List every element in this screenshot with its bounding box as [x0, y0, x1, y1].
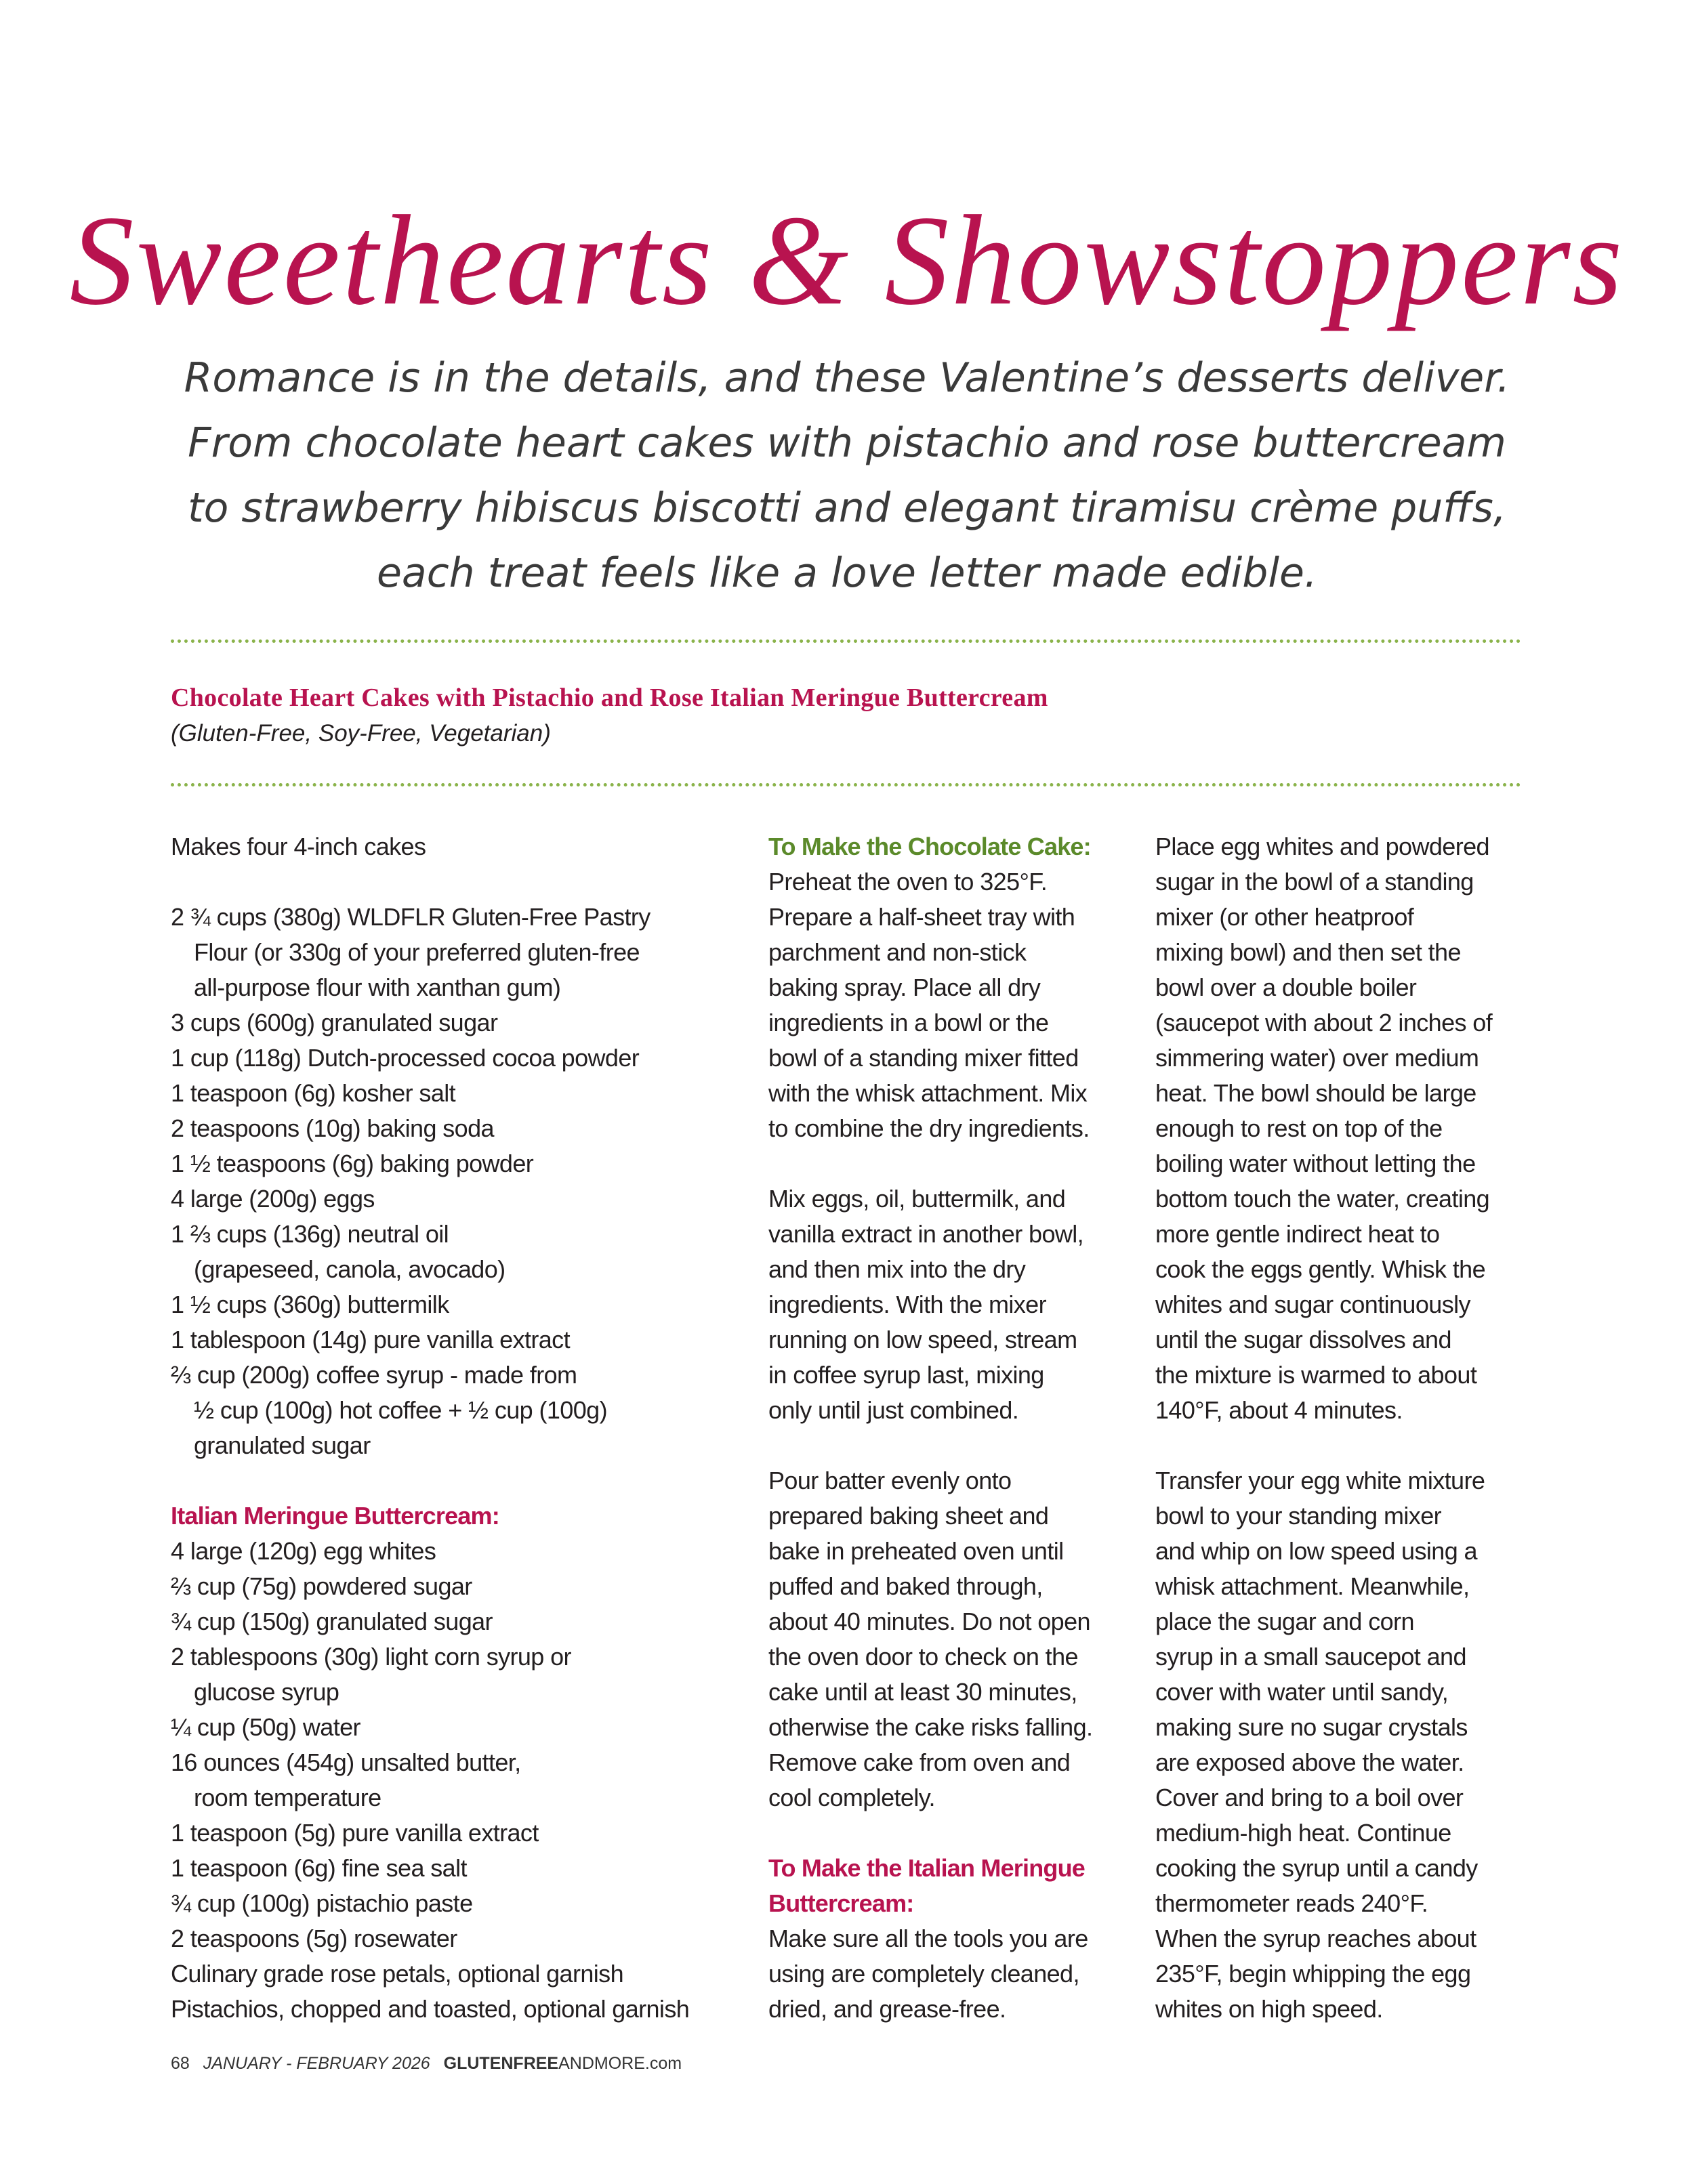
method-line: thermometer reads 240°F. [1155, 1889, 1428, 1917]
method-line: and whip on low speed using a [1155, 1537, 1477, 1565]
method-line: puffed and baked through, [768, 1572, 1043, 1600]
deck-line: to strawberry hibiscus biscotti and elegant tiramisu crème puffs, [188, 484, 1506, 532]
method-line: only until just combined. [768, 1396, 1019, 1424]
ingredient-line: all-purpose flour with xanthan gum) [194, 973, 561, 1001]
method-line: whisk attachment. Meanwhile, [1155, 1572, 1470, 1600]
method-line: making sure no sugar crystals [1155, 1713, 1468, 1741]
method-line: place the sugar and corn [1155, 1608, 1414, 1635]
ingredient-line: 2 teaspoons (5g) rosewater [171, 1925, 457, 1952]
method-line: the oven door to check on the [768, 1643, 1078, 1671]
ingredient-line: 4 large (120g) egg whites [171, 1537, 436, 1565]
method-line: Prepare a half-sheet tray with [768, 903, 1075, 931]
method-line: mixer (or other heatproof [1155, 903, 1414, 931]
ingredient-line: 1 ⅔ cups (136g) neutral oil [171, 1220, 449, 1248]
ingredient-line: 1 teaspoon (5g) pure vanilla extract [171, 1819, 539, 1847]
ingredient-line: glucose syrup [194, 1678, 339, 1706]
method-line: baking spray. Place all dry [768, 973, 1041, 1001]
ingredients-column [171, 829, 689, 2027]
ingredient-line: ¼ cup (50g) water [171, 1713, 360, 1741]
method-column-2 [1155, 829, 1492, 2027]
ingredient-line: 1 ½ cups (360g) buttermilk [171, 1290, 449, 1318]
method-line: cake until at least 30 minutes, [768, 1678, 1077, 1706]
method-line: boiling water without letting the [1155, 1150, 1476, 1177]
method-line: heat. The bowl should be large [1155, 1079, 1476, 1107]
method-line: whites on high speed. [1155, 1995, 1383, 2023]
method-line: cook the eggs gently. Whisk the [1155, 1255, 1485, 1283]
page-footer [171, 2054, 682, 2074]
method-line: sugar in the bowl of a standing [1155, 868, 1474, 896]
method-line: Pour batter evenly onto [768, 1467, 1012, 1494]
method-line: until the sugar dissolves and [1155, 1326, 1451, 1353]
method-line: bowl over a double boiler [1155, 973, 1417, 1001]
method-line: using are completely cleaned, [768, 1960, 1079, 1988]
method-line: bake in preheated oven until [768, 1537, 1064, 1565]
ingredient-line: 2 ¾ cups (380g) WLDFLR Gluten-Free Pastry [171, 903, 650, 931]
site-name-bold: GLUTENFREE [443, 2054, 559, 2073]
ingredient-line: 2 teaspoons (10g) baking soda [171, 1114, 494, 1142]
method-line: syrup in a small saucepot and [1155, 1643, 1466, 1671]
method-line: Preheat the oven to 325°F. [768, 868, 1048, 896]
page-title: Sweethearts & Showstoppers [69, 190, 1625, 332]
deck-intro [156, 345, 1538, 606]
recipe-title: Chocolate Heart Cakes with Pistachio and Rose Italian Meringue Buttercream [171, 684, 1048, 712]
method-line: medium-high heat. Continue [1155, 1819, 1451, 1847]
method-line: ingredients. With the mixer [768, 1290, 1046, 1318]
method-line: ingredients in a bowl or the [768, 1009, 1049, 1036]
method-line: Remove cake from oven and [768, 1748, 1071, 1776]
deck-line: Romance is in the details, and these Valentine’s desserts deliver. [184, 354, 1510, 402]
ingredient-line: 1 ½ teaspoons (6g) baking powder [171, 1150, 534, 1177]
ingredient-line: 1 tablespoon (14g) pure vanilla extract [171, 1326, 570, 1353]
divider-bottom [171, 783, 1521, 786]
page-number: 68 [171, 2054, 190, 2073]
method-line: dried, and grease-free. [768, 1995, 1006, 2023]
method-line: and then mix into the dry [768, 1255, 1026, 1283]
method-line: prepared baking sheet and [768, 1502, 1049, 1530]
method-line: about 40 minutes. Do not open [768, 1608, 1090, 1635]
method-line: Cover and bring to a boil over [1155, 1784, 1464, 1811]
ingredient-line: ¾ cup (150g) granulated sugar [171, 1608, 493, 1635]
method-line: Mix eggs, oil, buttermilk, and [768, 1185, 1066, 1213]
site-name-light: ANDMORE.com [558, 2054, 682, 2073]
recipe-subtitle: (Gluten-Free, Soy-Free, Vegetarian) [171, 720, 551, 747]
ingredient-line: ½ cup (100g) hot coffee + ½ cup (100g) [194, 1396, 607, 1424]
ingredient-line: 4 large (200g) eggs [171, 1185, 375, 1213]
method-line: enough to rest on top of the [1155, 1114, 1443, 1142]
divider-top [171, 639, 1521, 643]
method-line: vanilla extract in another bowl, [768, 1220, 1084, 1248]
method-line: When the syrup reaches about [1155, 1925, 1476, 1952]
method-line: more gentle indirect heat to [1155, 1220, 1440, 1248]
method-line: parchment and non-stick [768, 938, 1027, 966]
method-column-1 [768, 829, 1092, 2027]
ingredient-line: 1 cup (118g) Dutch-processed cocoa powder [171, 1044, 640, 1072]
ingredient-line: 1 teaspoon (6g) kosher salt [171, 1079, 456, 1107]
deck-line: From chocolate heart cakes with pistachio and rose buttercream [188, 419, 1506, 467]
ingredient-line: room temperature [194, 1784, 381, 1811]
ingredient-line: granulated sugar [194, 1431, 371, 1459]
issue-date: JANUARY - FEBRUARY 2026 [203, 2054, 430, 2073]
buttercream-method-heading: To Make the Italian Meringue [768, 1854, 1086, 1882]
method-line: Transfer your egg white mixture [1155, 1467, 1485, 1494]
method-line: 140°F, about 4 minutes. [1155, 1396, 1403, 1424]
buttercream-heading: Italian Meringue Buttercream: [171, 1502, 499, 1530]
ingredient-line: (grapeseed, canola, avocado) [194, 1255, 505, 1283]
method-line: cooking the syrup until a candy [1155, 1854, 1478, 1882]
method-line: with the whisk attachment. Mix [768, 1079, 1088, 1107]
ingredient-line: 2 tablespoons (30g) light corn syrup or [171, 1643, 571, 1671]
method-line: the mixture is warmed to about [1155, 1361, 1477, 1389]
method-line: cool completely. [768, 1784, 935, 1811]
ingredient-line: Flour (or 330g of your preferred gluten-free [194, 938, 640, 966]
ingredient-line: 3 cups (600g) granulated sugar [171, 1009, 498, 1036]
method-line: (saucepot with about 2 inches of [1155, 1009, 1493, 1036]
method-line: otherwise the cake risks falling. [768, 1713, 1093, 1741]
ingredient-line: 16 ounces (454g) unsalted butter, [171, 1748, 521, 1776]
ingredient-line: ⅔ cup (75g) powdered sugar [171, 1572, 472, 1600]
ingredient-line: Culinary grade rose petals, optional garnish [171, 1960, 624, 1988]
method-line: whites and sugar continuously [1155, 1290, 1470, 1318]
method-line: simmering water) over medium [1155, 1044, 1479, 1072]
method-line: bottom touch the water, creating [1155, 1185, 1490, 1213]
method-line: to combine the dry ingredients. [768, 1114, 1090, 1142]
method-line: bowl to your standing mixer [1155, 1502, 1442, 1530]
ingredient-line: Pistachios, chopped and toasted, optional garnish [171, 1995, 690, 2023]
method-line: Make sure all the tools you are [768, 1925, 1088, 1952]
method-line: 235°F, begin whipping the egg [1155, 1960, 1471, 1988]
ingredient-line: ⅔ cup (200g) coffee syrup - made from [171, 1361, 577, 1389]
deck-line: each treat feels like a love letter made edible. [377, 549, 1317, 597]
method-line: mixing bowl) and then set the [1155, 938, 1461, 966]
method-line: bowl of a standing mixer fitted [768, 1044, 1079, 1072]
method-line: cover with water until sandy, [1155, 1678, 1449, 1706]
ingredient-line: 1 teaspoon (6g) fine sea salt [171, 1854, 467, 1882]
method-line: Place egg whites and powdered [1155, 833, 1489, 860]
cake-heading: To Make the Chocolate Cake: [768, 833, 1091, 860]
buttercream-method-heading: Buttercream: [768, 1889, 914, 1917]
method-line: running on low speed, stream [768, 1326, 1077, 1353]
ingredient-line: ¾ cup (100g) pistachio paste [171, 1889, 473, 1917]
yield-text: Makes four 4-inch cakes [171, 833, 426, 860]
method-line: in coffee syrup last, mixing [768, 1361, 1044, 1389]
method-line: are exposed above the water. [1155, 1748, 1464, 1776]
